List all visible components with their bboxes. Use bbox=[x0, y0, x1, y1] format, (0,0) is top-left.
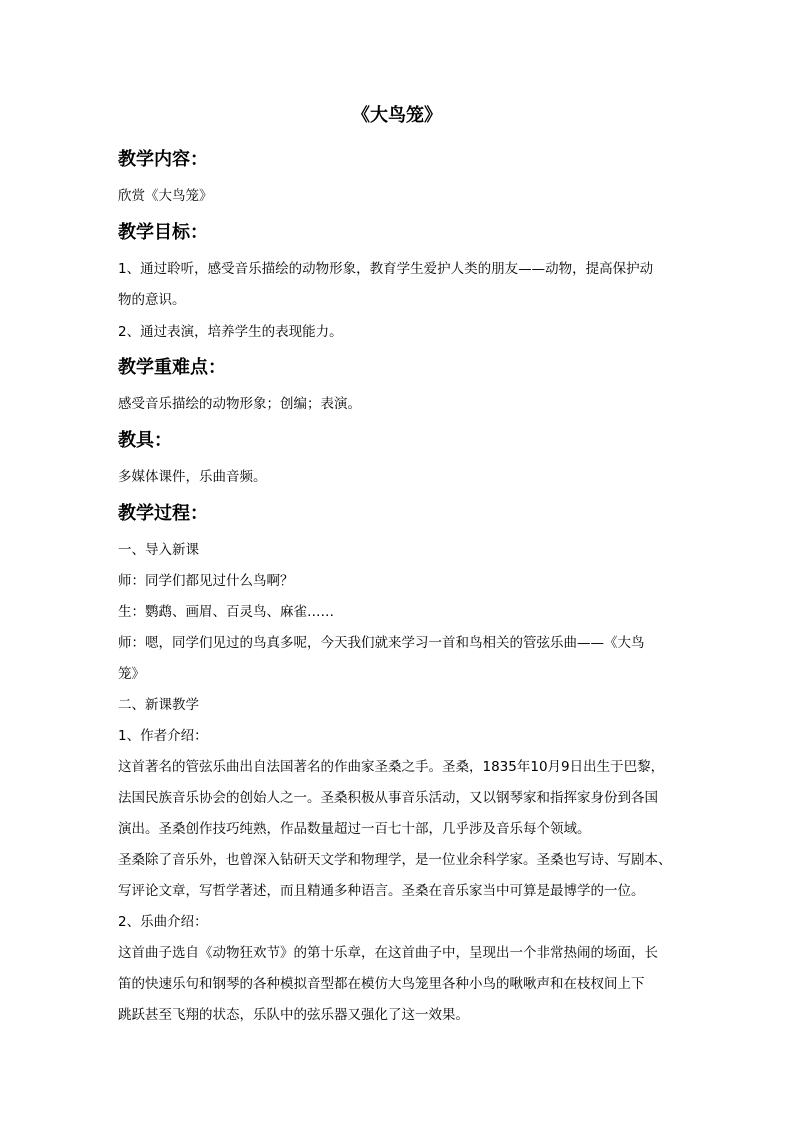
heading-teaching-tools: 教具： bbox=[118, 430, 172, 451]
paragraph-line: 演出。圣桑创作技巧纯熟，作品数量超过一百七十部，几乎涉及音乐每个领域。 bbox=[118, 821, 591, 837]
section-subheading: 一、导入新课 bbox=[118, 542, 199, 558]
heading-teaching-goals: 教学目标： bbox=[118, 222, 208, 243]
section-subheading: 1、作者介绍： bbox=[118, 728, 208, 744]
heading-key-points: 教学重难点： bbox=[118, 357, 226, 378]
paragraph-line: 法国民族音乐协会的创始人之一。圣桑积极从事音乐活动，又以钢琴家和指挥家身份到各国 bbox=[118, 790, 658, 806]
paragraph-line: 感受音乐描绘的动物形象；创编；表演。 bbox=[118, 396, 361, 412]
heading-teaching-content: 教学内容： bbox=[118, 149, 208, 170]
paragraph-line: 这首著名的管弦乐曲出自法国著名的作曲家圣桑之手。圣桑，1835年10月9日出生于巴黎， bbox=[118, 759, 665, 775]
dialogue-line: 生：鹦鹉、画眉、百灵鸟、麻雀…… bbox=[118, 604, 334, 620]
document-title: 《大鸟笼》 bbox=[352, 105, 442, 126]
paragraph-line: 欣赏《大鸟笼》 bbox=[118, 188, 213, 204]
section-subheading: 二、新课教学 bbox=[118, 697, 199, 713]
paragraph-line: 笛的快速乐句和钢琴的各种模拟音型都在模仿大鸟笼里各种小鸟的啾啾声和在枝杈间上下 bbox=[118, 976, 645, 992]
paragraph-line: 1、通过聆听，感受音乐描绘的动物形象，教育学生爱护人类的朋友——动物，提高保护动 bbox=[118, 261, 654, 277]
paragraph-line: 圣桑除了音乐外，也曾深入钻研天文学和物理学，是一位业余科学家。圣桑也写诗、写剧本、 bbox=[118, 852, 672, 868]
paragraph-line: 多媒体课件，乐曲音频。 bbox=[118, 469, 267, 485]
paragraph-line: 这首曲子选自《动物狂欢节》的第十乐章，在这首曲子中，呈现出一个非常热闹的场面，长 bbox=[118, 945, 658, 961]
dialogue-line: 师：嗯，同学们见过的鸟真多呢，今天我们就来学习一首和鸟相关的管弦乐曲——《大鸟 bbox=[118, 635, 645, 651]
dialogue-line: 师：同学们都见过什么鸟啊？ bbox=[118, 573, 294, 589]
paragraph-line: 物的意识。 bbox=[118, 292, 186, 308]
paragraph-line: 2、通过表演，培养学生的表现能力。 bbox=[118, 324, 343, 340]
dialogue-line: 笼》 bbox=[118, 666, 145, 682]
section-subheading: 2、乐曲介绍： bbox=[118, 914, 208, 930]
heading-teaching-process: 教学过程： bbox=[118, 503, 208, 524]
paragraph-line: 写评论文章，写哲学著述，而且精通多种语言。圣桑在音乐家当中可算是最博学的一位。 bbox=[118, 883, 645, 899]
paragraph-line: 跳跃甚至飞翔的状态，乐队中的弦乐器又强化了这一效果。 bbox=[118, 1007, 469, 1023]
